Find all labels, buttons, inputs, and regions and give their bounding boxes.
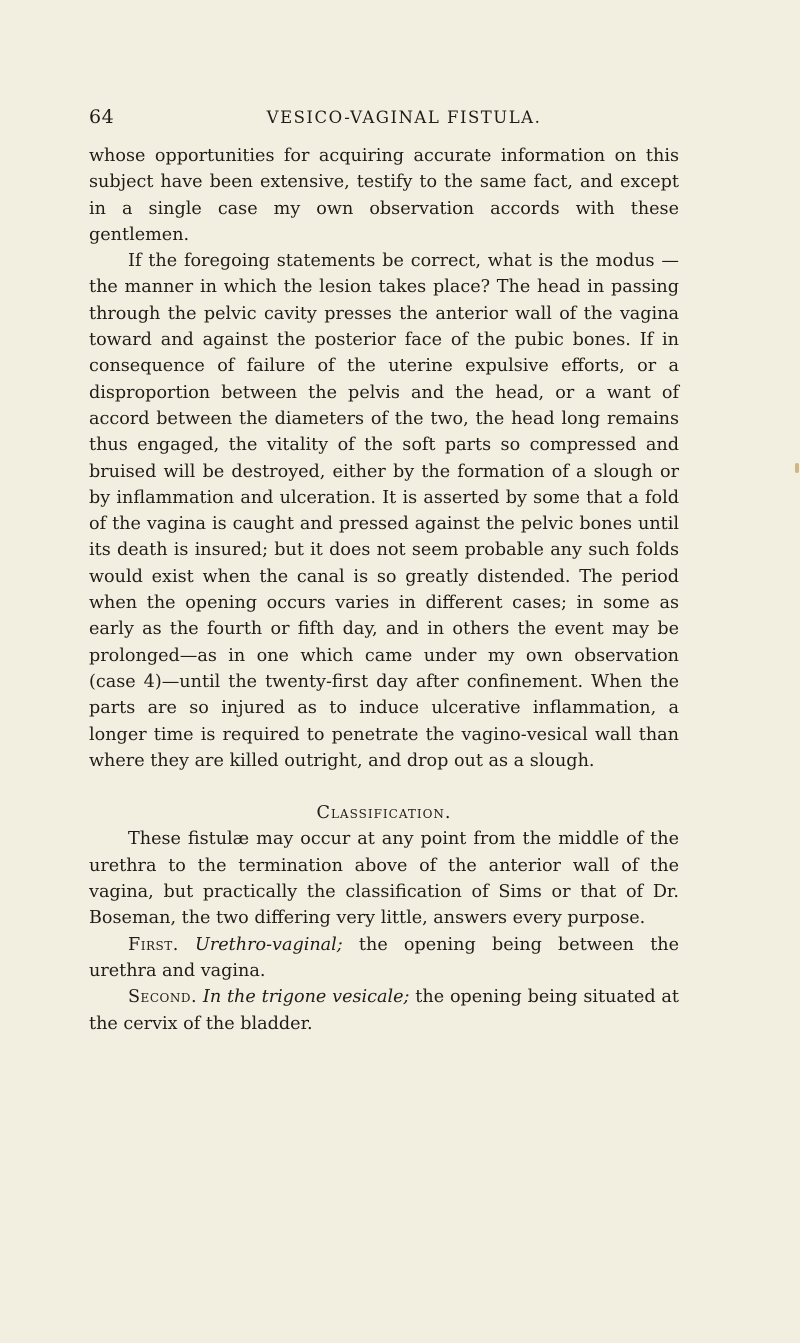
margin-stain: [795, 463, 799, 473]
first-term: Urethro-vaginal;: [195, 934, 343, 955]
running-head: VESICO-VAGINAL FISTULA.: [266, 108, 542, 127]
body-text: [89, 143, 679, 1037]
first-label: First.: [128, 934, 179, 955]
first-text: the opening being between the urethra and vagina.: [89, 934, 680, 981]
second-term: In the trigone vesicale;: [202, 987, 410, 1008]
paragraph-classification-intro: These fistulæ may occur at any point from the middle of the urethra to the termination above of the anterior wall of the vagina, but practically the classification of Sims or that of Dr. Boseman, the two differing very little, answers every purpose.: [89, 829, 679, 929]
second-label: Second.: [128, 987, 198, 1008]
classification-second: [89, 984, 679, 1037]
page-header: [89, 106, 679, 136]
classification-first: [89, 932, 679, 985]
paragraph-continuation: whose opportunities for acquiring accurate information on this subject have been extensive, testify to the same fact, and except in a single case my own observation accords with these gentlemen.: [89, 146, 679, 245]
second-text: the opening being situated at the cervix of the bladder.: [89, 987, 679, 1034]
page-number: 64: [89, 106, 115, 128]
paragraph-modus: If the foregoing statements be correct, what is the modus —the manner in which the lesion takes place? The head in passing through the pelvic cavity presses the anterior wall of the vagina toward and against the posterior face of the pubic bones. If in consequence of failure of the uterine expulsive efforts, or a disproportion between the pelvis and the head, or a want of accord between the diameters of the two, the head long remains thus engaged, the vitality of the soft parts so compressed and bruised will be destroyed, either by the formation of a slough or by inflammation and ulceration. It is asserted by some that a fold of the vagina is caught and pressed against the pelvic bones until its death is insured; but it does not seem probable any such folds would exist when the canal is so greatly distended. The period when the opening occurs varies in different cases; in some as early as the fourth or fifth day, and in others the event may be prolonged—as in one which came under my own observation (case 4)—until the twenty-first day after confinement. When the parts are so injured as to induce ulcerative inflammation, a longer time is required to penetrate the vagino-vesical wall than where they are killed outright, and drop out as a slough.: [89, 251, 679, 771]
section-heading-classification: Classification.: [316, 803, 452, 824]
